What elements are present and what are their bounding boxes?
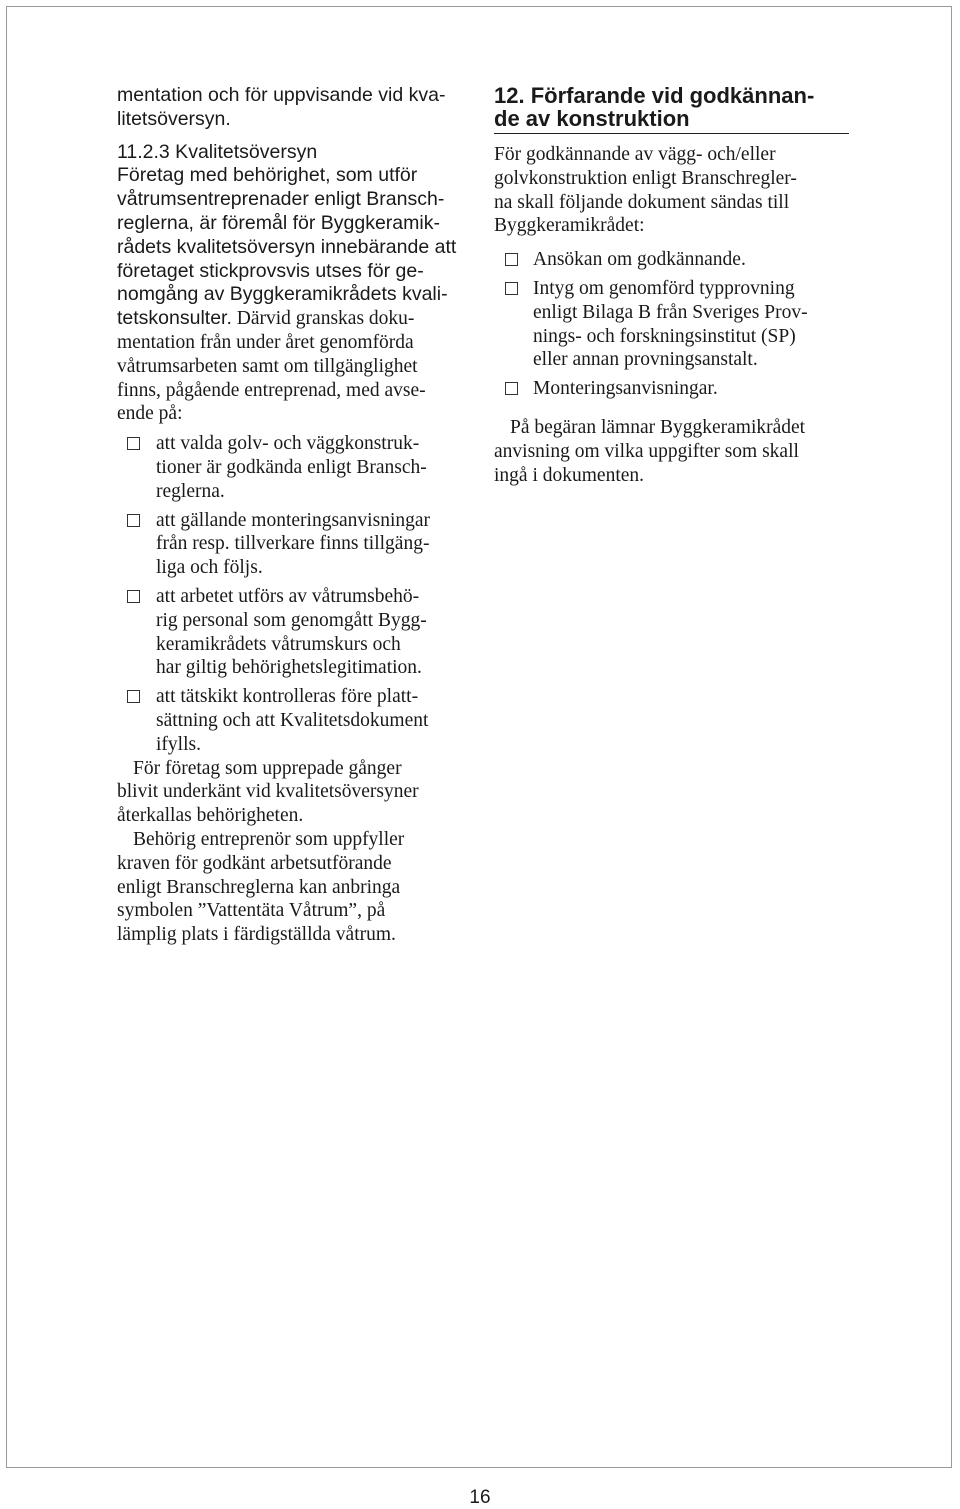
para-line: För godkännande av vägg- och/eller (494, 144, 776, 165)
item-line: enligt Bilaga B från Sveriges Prov- (533, 301, 808, 323)
item-line: att valda golv- och väggkonstruk- (156, 433, 420, 455)
paragraph-closing (494, 416, 854, 487)
intro-line: mentation och för uppvisande vid kva- (117, 84, 446, 106)
para-line: För företag som upprepade gånger (133, 757, 402, 779)
section-12-heading (494, 84, 849, 134)
paragraph-revocation (117, 757, 477, 828)
para-line: ende på: (117, 403, 183, 425)
item-line: ifylls. (156, 733, 201, 755)
para-line: Behörig entreprenör som uppfyller (133, 828, 405, 850)
para-line: ingå i dokumenten. (494, 464, 645, 486)
item-line: att arbetet utförs av våtrumsbehö- (156, 585, 420, 607)
para-line: Byggkeramikrådet: (494, 215, 645, 237)
paragraph-approval-intro (494, 143, 854, 238)
item-line: eller annan provningsanstalt. (533, 349, 758, 371)
para-line: lämplig plats i färdigställda våtrum. (117, 924, 396, 946)
checkbox-icon (127, 514, 140, 527)
checklist-item (117, 432, 477, 503)
page-number: 16 (469, 1487, 491, 1508)
para-line: blivit underkänt vid kvalitetsöversyner (117, 781, 419, 803)
item-line: sättning och att Kvalitetsdokument (156, 709, 429, 731)
para-line: reglerna, är föremål för Byggkeramik- (117, 211, 440, 234)
para-line: tetskonsulter. (117, 307, 232, 330)
para-line: nomgång av Byggkeramikrådets kvali- (117, 283, 448, 306)
item-line: tioner är godkända enligt Bransch- (156, 456, 427, 478)
para-line: våtrumsarbeten samt om tillgänglighet (117, 355, 418, 377)
checklist-item (494, 277, 854, 372)
item-line: reglerna. (156, 480, 225, 502)
heading-line: de av konstruktion (494, 106, 690, 131)
checklist-item (494, 377, 854, 401)
section-heading: 11.2.3 Kvalitetsöversyn (117, 140, 318, 163)
checklist-item (117, 685, 477, 756)
para-line: återkallas behörigheten. (117, 805, 304, 827)
para-line: golvkonstruktion enligt Branschregler- (494, 167, 797, 189)
para-line: enligt Branschreglerna kan anbringa (117, 876, 401, 898)
checklist-quality (117, 432, 477, 756)
checklist-documents (494, 248, 854, 401)
item-line: Ansökan om godkännande. (533, 249, 746, 271)
item-line: att tätskikt kontrolleras före platt- (156, 686, 419, 708)
paragraph-kvalitetsoversyn (117, 164, 477, 426)
checklist-item (117, 509, 477, 580)
para-line: rådets kvalitetsöversyn innebärande att (117, 235, 457, 258)
para-line: symbolen ”Vattentäta Våtrum”, på (117, 900, 386, 922)
item-line: från resp. tillverkare finns tillgäng- (156, 533, 430, 555)
left-column (117, 84, 477, 947)
right-column (494, 84, 854, 487)
para-line: finns, pågående entreprenad, med avse- (117, 379, 426, 401)
item-line: rig personal som genomgått Bygg- (156, 609, 427, 631)
checkbox-icon (127, 690, 140, 703)
para-line: mentation från under året genomförda (117, 331, 414, 353)
para-line: Därvid granskas doku- (236, 308, 415, 330)
item-line: har giltig behörighetslegitimation. (156, 657, 422, 679)
para-line: våtrumsentreprenader enligt Bransch- (117, 188, 445, 211)
checkbox-icon (505, 382, 518, 395)
para-line: På begäran lämnar Byggkeramikrådet (510, 416, 806, 438)
item-line: Intyg om genomförd typprovning (533, 277, 795, 299)
checkbox-icon (505, 253, 518, 266)
para-line: anvisning om vilka uppgifter som skall (494, 440, 799, 462)
heading-line: 12. Förfarande vid godkännan- (494, 83, 815, 108)
item-line: nings- och forskningsinstitut (SP) (533, 325, 796, 347)
checkbox-icon (127, 437, 140, 450)
intro-text (117, 84, 477, 132)
item-line: keramikrådets våtrumskurs och (156, 633, 401, 655)
checkbox-icon (505, 282, 518, 295)
para-line: kraven för godkänt arbetsutförande (117, 852, 392, 874)
checkbox-icon (127, 590, 140, 603)
item-line: Monteringsanvisningar. (533, 378, 718, 400)
checklist-item (494, 248, 854, 272)
checklist-item (117, 585, 477, 680)
para-line: na skall följande dokument sändas till (494, 191, 790, 213)
item-line: liga och följs. (156, 557, 263, 579)
intro-line: litetsöversyn. (117, 107, 231, 130)
paragraph-symbol (117, 828, 477, 947)
item-line: att gällande monteringsanvisningar (156, 509, 431, 531)
para-line: företaget stickprovsvis utses för ge- (117, 259, 424, 282)
para-line: Företag med behörighet, som utför (117, 164, 418, 187)
